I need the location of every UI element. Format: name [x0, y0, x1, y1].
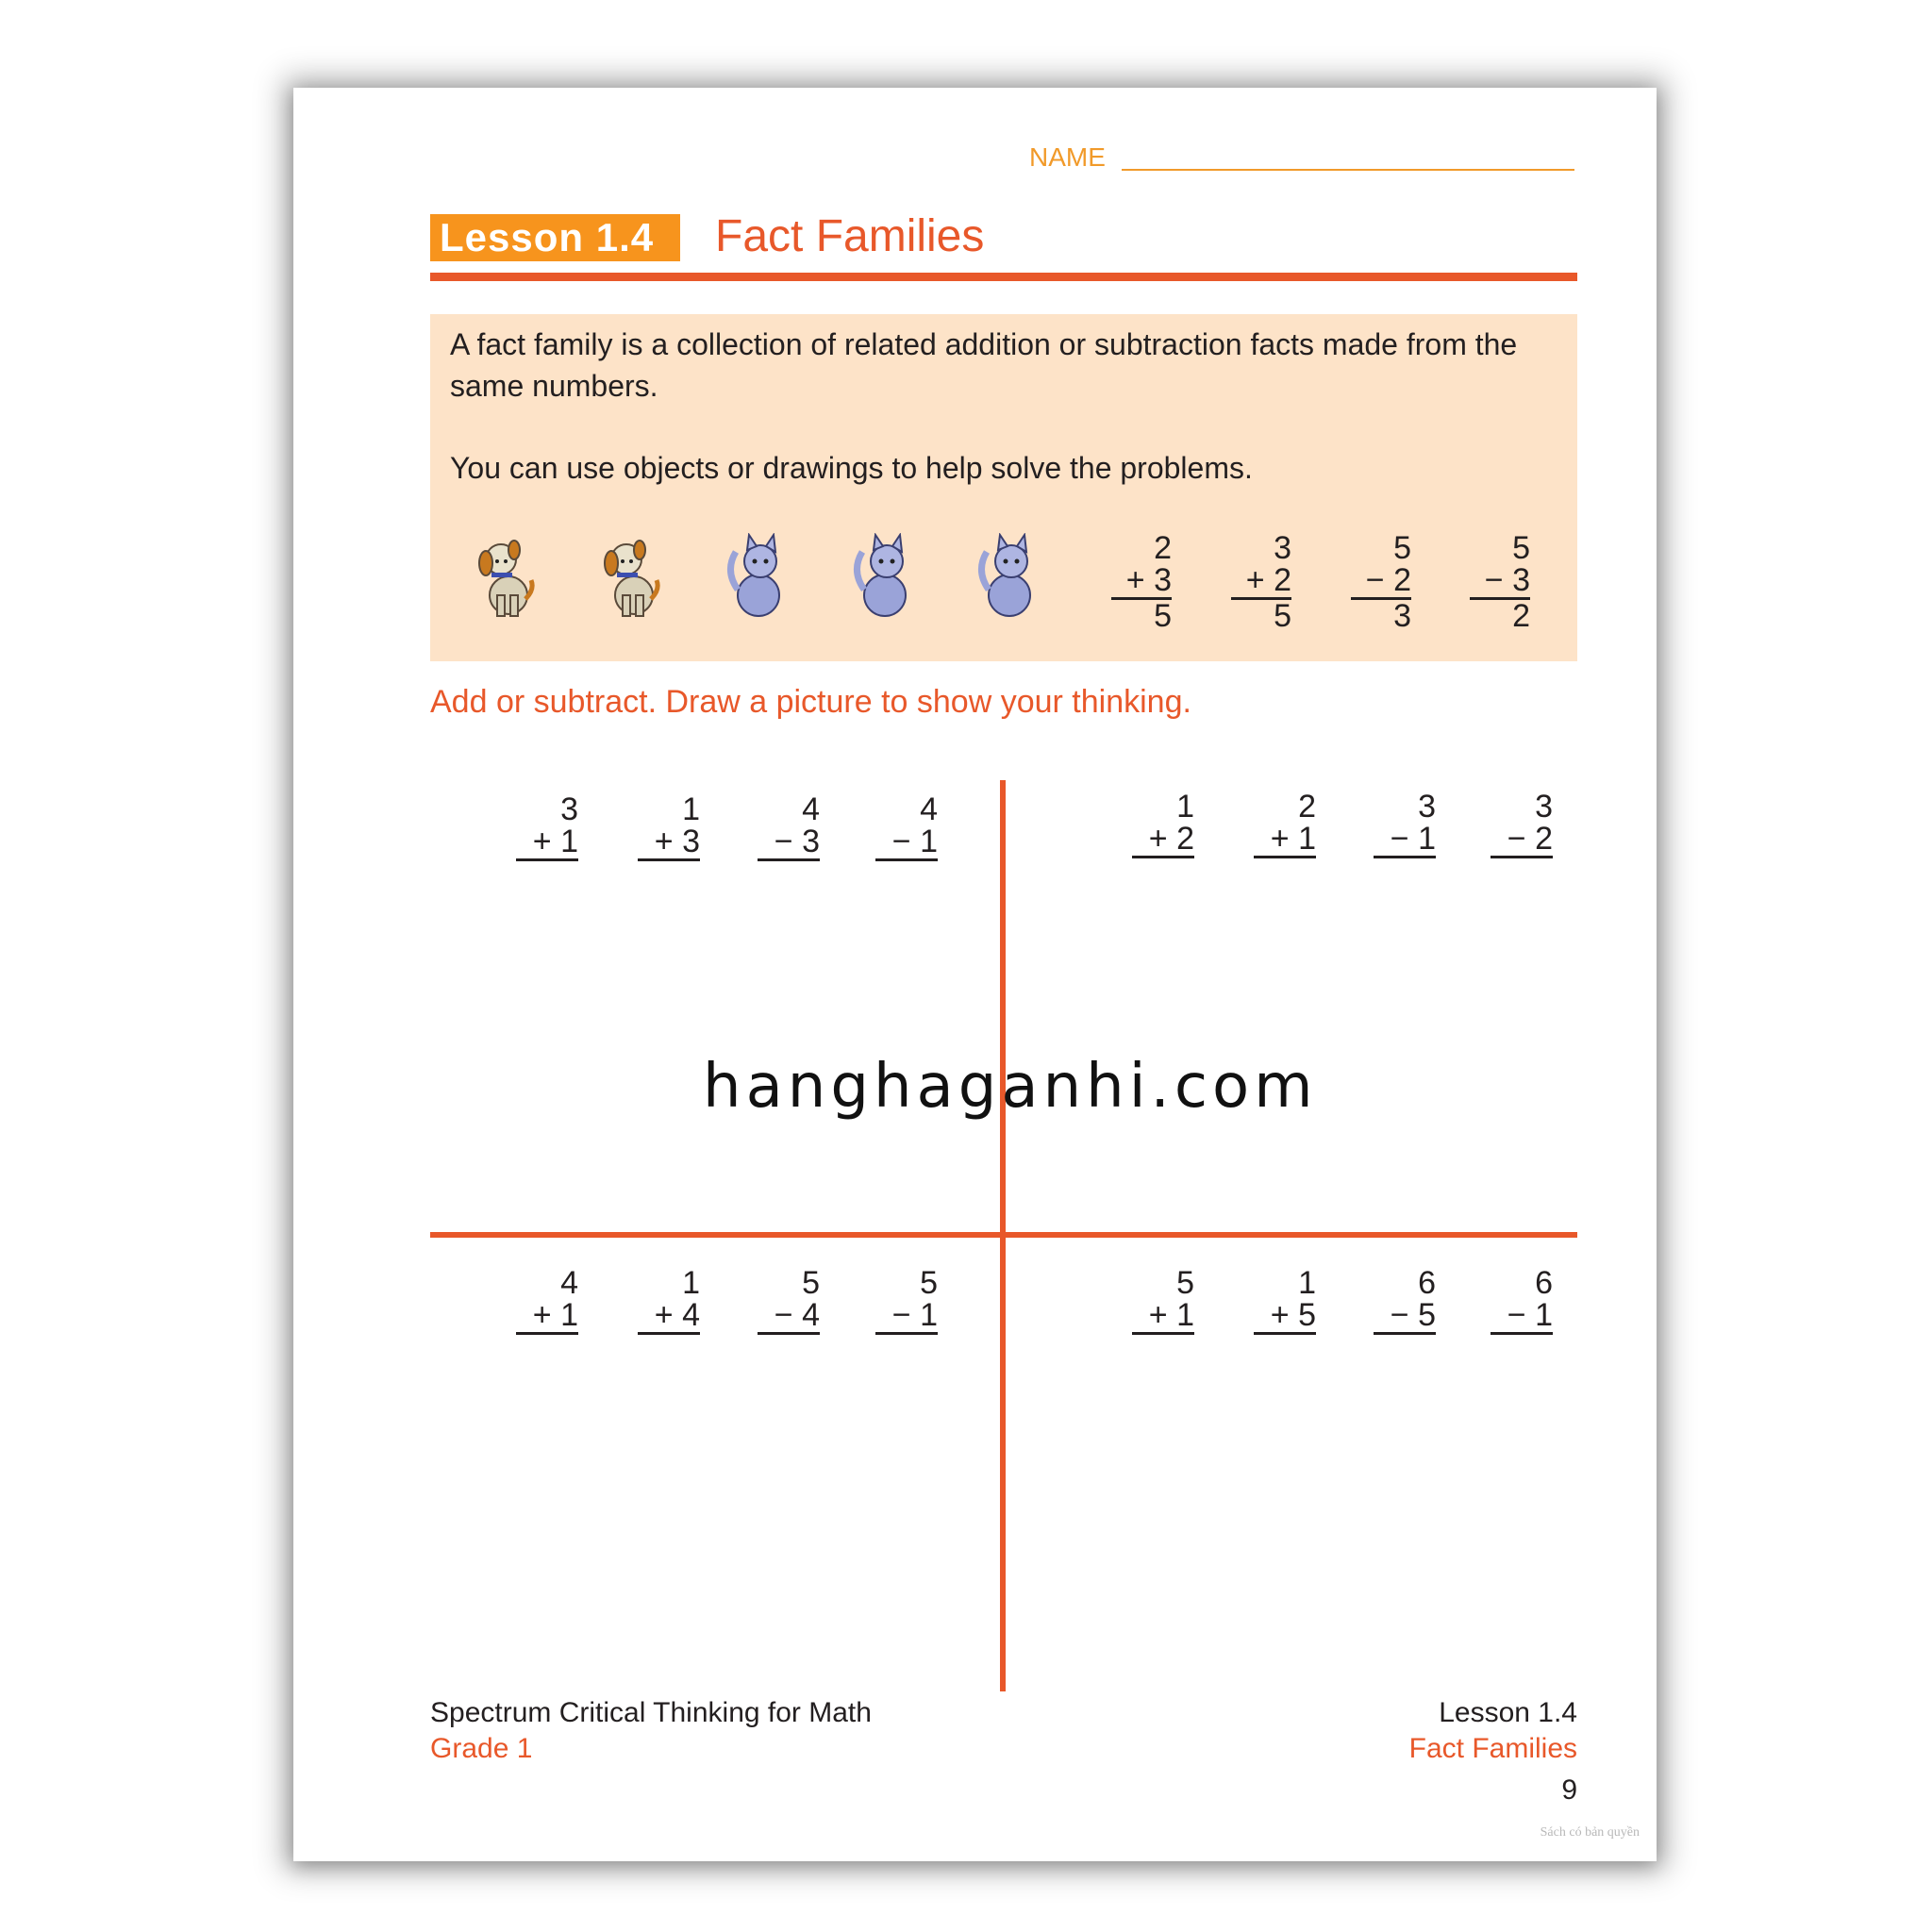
- top-number: 5: [1512, 530, 1530, 566]
- footer-lesson: Lesson 1.4: [1439, 1697, 1577, 1728]
- name-label: NAME: [1029, 142, 1106, 172]
- operator-row: [1231, 564, 1291, 600]
- practice-problem: [758, 1267, 820, 1335]
- operator-row: [638, 825, 700, 861]
- answer: 5: [1154, 598, 1172, 634]
- operator: −: [891, 1297, 911, 1333]
- bottom-number: 1: [560, 824, 578, 859]
- practice-problem: [875, 1267, 938, 1335]
- operator: +: [1270, 1297, 1290, 1333]
- operator-row: [875, 1299, 938, 1335]
- intro-box: [430, 314, 1577, 661]
- top-number: 6: [1535, 1265, 1553, 1301]
- top-number: 3: [1535, 789, 1553, 824]
- practice-problem: [875, 793, 938, 861]
- operator: +: [1125, 562, 1145, 598]
- bottom-number: 4: [682, 1297, 700, 1333]
- watermark-text: hanghaganhi.com: [703, 1052, 1318, 1122]
- intro-hint: You can use objects or drawings to help solve the problems.: [450, 451, 1253, 485]
- operator-row: [1374, 1299, 1436, 1335]
- cat-icon: [851, 533, 917, 620]
- operator: −: [1484, 562, 1504, 598]
- operator: −: [774, 824, 793, 859]
- practice-problem: [638, 1267, 700, 1335]
- operator: −: [1507, 821, 1526, 857]
- top-number: 2: [1154, 530, 1172, 566]
- top-number: 4: [920, 791, 938, 827]
- operator-row: [875, 825, 938, 861]
- cat-icon: [724, 533, 791, 620]
- operator: +: [1148, 821, 1168, 857]
- operator: +: [532, 1297, 552, 1333]
- lesson-tag: Lesson 1.4: [430, 214, 680, 261]
- top-number: 5: [920, 1265, 938, 1301]
- operator-row: [1254, 823, 1316, 858]
- operator: −: [1507, 1297, 1526, 1333]
- bottom-number: 1: [920, 824, 938, 859]
- bottom-number: 2: [1176, 821, 1194, 857]
- bottom-number: 1: [1418, 821, 1436, 857]
- operator-row: [1132, 1299, 1194, 1335]
- practice-problem: [1254, 791, 1316, 858]
- top-number: 5: [1176, 1265, 1194, 1301]
- operator: +: [532, 824, 552, 859]
- practice-problem: [1132, 1267, 1194, 1335]
- operator: +: [1148, 1297, 1168, 1333]
- operator: −: [1365, 562, 1385, 598]
- horizontal-divider: [430, 1232, 1577, 1238]
- bottom-number: 2: [1274, 562, 1291, 598]
- bottom-number: 2: [1535, 821, 1553, 857]
- bottom-number: 1: [560, 1297, 578, 1333]
- instruction-text: Add or subtract. Draw a picture to show your thinking.: [430, 684, 1191, 720]
- footer-topic: Fact Families: [1408, 1733, 1577, 1764]
- bottom-number: 3: [1154, 562, 1172, 598]
- practice-problem: [1254, 1267, 1316, 1335]
- copyright-note: Sách có bản quyền: [1540, 1825, 1640, 1840]
- top-number: 3: [1274, 530, 1291, 566]
- dog-icon: [598, 533, 664, 620]
- worksheet-page: [293, 88, 1657, 1861]
- bottom-number: 3: [1512, 562, 1530, 598]
- operator-row: [516, 825, 578, 861]
- example-problem: [1231, 532, 1291, 632]
- dog-icon: [473, 533, 539, 620]
- top-number: 1: [1176, 789, 1194, 824]
- practice-problem: [1491, 1267, 1553, 1335]
- bottom-number: 4: [802, 1297, 820, 1333]
- intro-definition: A fact family is a collection of related addition or subtraction facts made from the same numbers.: [450, 327, 1518, 403]
- bottom-number: 5: [1418, 1297, 1436, 1333]
- practice-problem: [1491, 791, 1553, 858]
- operator-row: [1470, 564, 1530, 600]
- operator: −: [1390, 1297, 1409, 1333]
- operator: +: [1245, 562, 1265, 598]
- top-number: 1: [682, 1265, 700, 1301]
- book-title: Spectrum Critical Thinking for Math: [430, 1697, 872, 1728]
- bottom-number: 1: [1298, 821, 1316, 857]
- top-number: 2: [1298, 789, 1316, 824]
- grade-label: Grade 1: [430, 1733, 533, 1764]
- operator-row: [1254, 1299, 1316, 1335]
- practice-problem: [1132, 791, 1194, 858]
- example-problem: [1351, 532, 1411, 632]
- bottom-number: 2: [1393, 562, 1411, 598]
- top-number: 5: [802, 1265, 820, 1301]
- operator-row: [1132, 823, 1194, 858]
- top-number: 1: [1298, 1265, 1316, 1301]
- example-problem: [1470, 532, 1530, 632]
- operator: +: [1270, 821, 1290, 857]
- name-input-line[interactable]: [1122, 169, 1574, 171]
- operator-row: [1111, 564, 1172, 600]
- practice-problem: [516, 1267, 578, 1335]
- operator-row: [1351, 564, 1411, 600]
- bottom-number: 1: [1535, 1297, 1553, 1333]
- top-number: 6: [1418, 1265, 1436, 1301]
- operator-row: [1491, 823, 1553, 858]
- operator: +: [654, 824, 674, 859]
- operator-row: [516, 1299, 578, 1335]
- top-number: 5: [1393, 530, 1411, 566]
- answer: 5: [1274, 598, 1291, 634]
- operator: −: [891, 824, 911, 859]
- cat-icon: [975, 533, 1041, 620]
- bottom-number: 3: [682, 824, 700, 859]
- operator-row: [638, 1299, 700, 1335]
- top-number: 4: [560, 1265, 578, 1301]
- top-number: 1: [682, 791, 700, 827]
- answer: 3: [1393, 598, 1411, 634]
- operator-row: [1374, 823, 1436, 858]
- title-rule: [430, 273, 1577, 281]
- top-number: 3: [1418, 789, 1436, 824]
- operator-row: [1491, 1299, 1553, 1335]
- example-problem: [1111, 532, 1172, 632]
- practice-problem: [758, 793, 820, 861]
- operator: +: [654, 1297, 674, 1333]
- bottom-number: 1: [920, 1297, 938, 1333]
- operator: −: [1390, 821, 1409, 857]
- operator: −: [774, 1297, 793, 1333]
- top-number: 3: [560, 791, 578, 827]
- practice-problem: [1374, 791, 1436, 858]
- top-number: 4: [802, 791, 820, 827]
- bottom-number: 5: [1298, 1297, 1316, 1333]
- bottom-number: 3: [802, 824, 820, 859]
- practice-problem: [1374, 1267, 1436, 1335]
- bottom-number: 1: [1176, 1297, 1194, 1333]
- page-number: 9: [1561, 1774, 1577, 1806]
- operator-row: [758, 1299, 820, 1335]
- practice-problem: [638, 793, 700, 861]
- lesson-title: Fact Families: [715, 211, 985, 261]
- operator-row: [758, 825, 820, 861]
- practice-problem: [516, 793, 578, 861]
- answer: 2: [1512, 598, 1530, 634]
